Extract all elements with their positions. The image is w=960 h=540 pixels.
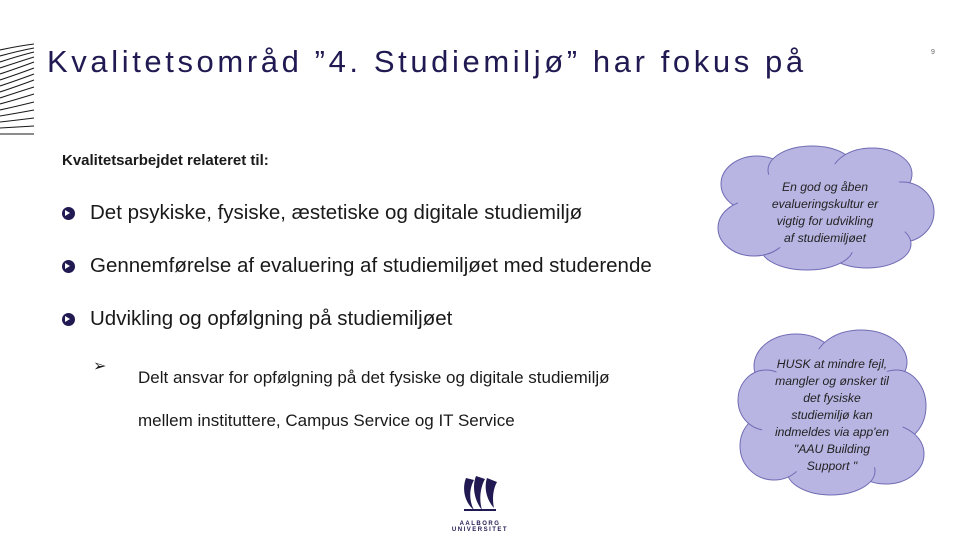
cloud-bottom-line: indmeldes via app'en <box>774 425 890 439</box>
chevron-bullet-icon <box>62 313 75 326</box>
cloud-bottom-text <box>752 356 912 475</box>
sub-bullet-text <box>138 356 610 442</box>
cloud-top-line: vigtig for udvikling <box>776 214 874 228</box>
bullet-text: Gennemførelse af evaluering af studiemiljøet med studerende <box>90 254 652 277</box>
arrow-bullet-icon: ➢ <box>93 358 107 375</box>
bullet-item-evaluation <box>62 254 652 278</box>
university-logo-text: AALBORG UNIVERSITET <box>451 521 509 533</box>
chevron-bullet-icon <box>62 260 75 273</box>
cloud-bottom-line: "AAU Building <box>793 442 871 456</box>
cloud-bottom-line: studiemiljø kan <box>791 408 873 422</box>
section-subtitle: Kvalitetsarbejdet relateret til: <box>62 152 269 169</box>
bullet-item-environment <box>62 201 582 225</box>
chevron-bullet-icon <box>62 207 75 220</box>
corner-line-pattern <box>0 42 36 142</box>
cloud-top-line: af studiemiljøet <box>784 231 866 245</box>
bullet-item-followup <box>62 307 452 331</box>
bullet-text: Det psykiske, fysiske, æstetiske og digitale studiemiljø <box>90 201 583 224</box>
cloud-bottom-line: Support " <box>806 459 858 473</box>
sub-bullet-line-1: Delt ansvar for opfølgning på det fysiske og digitale studiemiljø <box>138 368 610 387</box>
university-seal-icon <box>460 474 500 512</box>
cloud-bottom-line: det fysiske <box>803 391 861 405</box>
bullet-text: Udvikling og opfølgning på studiemiljøet <box>90 307 453 330</box>
page-number: 9 <box>931 49 935 56</box>
cloud-top-line: evalueringskultur er <box>771 197 879 211</box>
cloud-bottom-line: mangler og ønsker til <box>775 374 889 388</box>
slide-title: Kvalitetsområd ”4. Studiemiljø” har fokus på <box>47 44 807 79</box>
university-logo <box>430 474 530 533</box>
sub-bullet-line-2: mellem instituttere, Campus Service og IT Service <box>138 411 515 430</box>
cloud-top-line: En god og åben <box>781 180 869 194</box>
cloud-bottom-line: HUSK at mindre fejl, <box>776 357 888 371</box>
cloud-top-text <box>742 179 908 247</box>
